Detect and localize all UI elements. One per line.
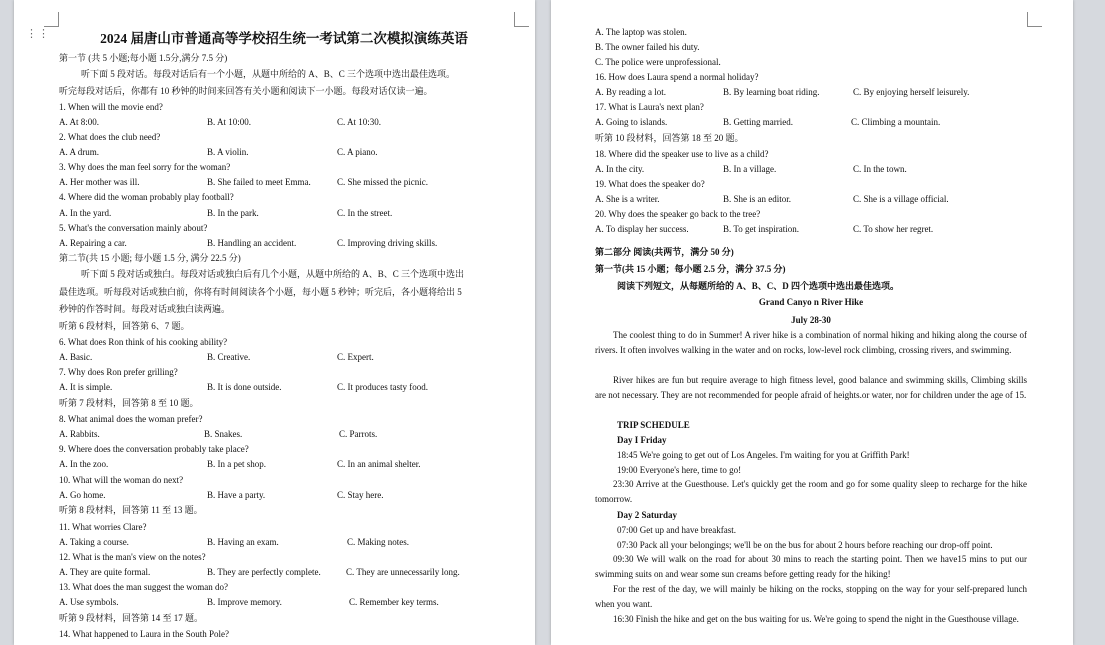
part2-header: 第二部分 阅读(共两节，满分 50 分) — [595, 247, 734, 257]
day2-item-4: For the rest of the day, we will mainly be hiking on the rocks, stopping on the way for your self-prepared lunch when you want. — [595, 584, 1027, 609]
day1-item-3: 23:30 Arrive at the Guesthouse. Let's quickly get the room and go for some quality sleep to recharge for the hike tomorrow. — [595, 479, 1027, 504]
section1-instructions-line1: 听下面 5 段对话。每段对话后有一个小题，从题中所给的 A、B、C 三个选项中选出最佳选项。 — [81, 69, 456, 79]
option-c: C. To show her regret. — [853, 224, 934, 234]
option-a: A. Go home. — [59, 490, 106, 500]
option-c: C. In the town. — [853, 164, 907, 174]
question-18: 18. Where did the speaker use to live as a child? — [595, 149, 769, 159]
option-b: B. Having an exam. — [207, 537, 279, 547]
option-c: C. Stay here. — [337, 490, 384, 500]
question-19: 19. What does the speaker do? — [595, 179, 705, 189]
option-b: B. A violin. — [207, 147, 249, 157]
day2-item-1: 07:00 Get up and have breakfast. — [617, 525, 736, 535]
option-c: C. Expert. — [337, 352, 374, 362]
day1-item-1: 18:45 We're going to get out of Los Angeles. I'm waiting for you at Griffith Park! — [617, 450, 910, 460]
option-a: A. Taking a course. — [59, 537, 129, 547]
option-c: C. Making notes. — [347, 537, 409, 547]
option-b: B. She failed to meet Emma. — [207, 177, 311, 187]
option-a: A. At 8:00. — [59, 117, 100, 127]
section2-header: 第二节(共 15 小题; 每小题 1.5 分, 满分 22.5 分) — [59, 253, 241, 263]
question-11: 11. What worries Clare? — [59, 522, 147, 532]
option-a: A. Her mother was ill. — [59, 177, 140, 187]
article-title: Grand Canyo n River Hike — [758, 297, 864, 307]
option-a: A. Going to islands. — [595, 117, 668, 127]
option-b: B. Snakes. — [204, 429, 243, 439]
option-b: B. Creative. — [207, 352, 251, 362]
part2-section1-header: 第一节(共 15 小题；每小题 2.5 分，满分 37.5 分) — [595, 264, 786, 274]
part2-instructions: 阅读下列短文，从每题所给的 A、B、C、D 四个选项中选出最佳选项。 — [617, 281, 900, 291]
option-b: B. To get inspiration. — [723, 224, 799, 234]
crop-mark-top-right — [1027, 12, 1042, 27]
question-14: 14. What happened to Laura in the South Pole? — [59, 629, 230, 639]
option-c: C. It produces tasty food. — [337, 382, 428, 392]
option-a: A. Basic. — [59, 352, 93, 362]
option-a: A. Repairing a car. — [59, 238, 127, 248]
question-2: 2. What does the club need? — [59, 132, 161, 142]
section2-instructions-line3: 秒钟的作答时间。每段对话或独白读两遍。 — [59, 304, 231, 314]
day2-item-5: 16:30 Finish the hike and get on the bus waiting for us. We're going to spend the night in the Guesthouse village. — [613, 614, 1019, 624]
option-b: B. At 10:00. — [207, 117, 252, 127]
question-9: 9. Where does the conversation probably take place? — [59, 444, 249, 454]
day1-item-2: 19:00 Everyone's here, time to go! — [617, 465, 742, 475]
question-14-option-b: B. The owner failed his duty. — [595, 42, 700, 52]
option-b: B. Have a party. — [207, 490, 266, 500]
document-page-right — [551, 0, 1073, 645]
option-b: B. Improve memory. — [207, 597, 282, 607]
option-b: B. They are perfectly complete. — [207, 567, 321, 577]
option-b: B. By learning boat riding. — [723, 87, 820, 97]
question-6: 6. What does Ron think of his cooking ability? — [59, 337, 228, 347]
crop-mark-top-right — [514, 12, 529, 27]
option-c: C. By enjoying herself leisurely. — [853, 87, 970, 97]
question-1: 1. When will the movie end? — [59, 102, 163, 112]
day1-title: Day I Friday — [617, 435, 667, 445]
option-a: A. A drum. — [59, 147, 100, 157]
option-b: B. In a pet shop. — [207, 459, 266, 469]
day2-item-2: 07:30 Pack all your belongings; we'll be on the bus for about 2 hours before reaching our drop-off point. — [617, 540, 993, 550]
option-a: A. They are quite formal. — [59, 567, 151, 577]
option-c: C. At 10:30. — [337, 117, 382, 127]
option-a: A. In the city. — [595, 164, 645, 174]
article-paragraph-1: The coolest thing to do in Summer! A river hike is a combination of normal hiking and hiking along the course of rivers. It often involves walking in the water and on rocks, low-level rock climbing, crossing rivers, and swimming. — [595, 330, 1027, 355]
section2-instructions-line1: 听下面 5 段对话或独白。每段对话或独白后有几个小题，从题中所给的 A、B、C 三个选项中选出 — [81, 269, 465, 279]
option-c: C. Parrots. — [339, 429, 378, 439]
question-20: 20. Why does the speaker go back to the tree? — [595, 209, 761, 219]
option-c: C. A piano. — [337, 147, 378, 157]
option-c: C. She is a village official. — [853, 194, 949, 204]
section2-instructions-line2: 最佳选项。听每段对话或独白前，你将有时间阅读各个小题，每小题 5 秒钟；听完后，各小题将给出 5 — [59, 287, 462, 297]
material-7-note: 听第 7 段材料，回答第 8 至 10 题。 — [59, 398, 199, 408]
option-a: A. To display her success. — [595, 224, 689, 234]
option-b: B. In the park. — [207, 208, 259, 218]
section1-header: 第一节 (共 5 小题;每小题 1.5分,满分 7.5 分) — [59, 53, 228, 63]
crop-mark-top-left — [44, 12, 59, 27]
option-a: A. In the yard. — [59, 208, 112, 218]
question-12: 12. What is the man's view on the notes? — [59, 552, 206, 562]
option-a: A. Use symbols. — [59, 597, 119, 607]
question-10: 10. What will the woman do next? — [59, 475, 184, 485]
day2-item-3: 09:30 We will walk on the road for about 30 mins to reach the starting point. Then we have15 mins to put our swimming suits on and wear some sun creams before getting ready for the hiking! — [595, 554, 1027, 579]
question-4: 4. Where did the woman probably play football? — [59, 192, 234, 202]
trip-schedule-title: TRIP SCHEDULE — [617, 420, 690, 430]
question-5: 5. What's the conversation mainly about? — [59, 223, 208, 233]
material-8-note: 听第 8 段材料，回答第 11 至 13 题。 — [59, 505, 203, 515]
option-c: C. Improving driving skills. — [337, 238, 438, 248]
article-date: July 28-30 — [791, 315, 831, 325]
article-paragraph-2: River hikes are fun but require average to high fitness level, good balance and swimming skills, Climbing skills are not necessary. They are not recommended for people afraid of heights.or water, nor for children under the age of 15. — [595, 375, 1027, 400]
option-c: C. In the street. — [337, 208, 393, 218]
question-14-option-a: A. The laptop was stolen. — [595, 27, 687, 37]
option-c: C. Remember key terms. — [349, 597, 439, 607]
section1-instructions-line2: 听完每段对话后，你都有 10 秒钟的时间来回答有关小题和阅读下一小题。每段对话仅读一遍。 — [59, 86, 433, 96]
option-b: B. It is done outside. — [207, 382, 282, 392]
option-a: A. It is simple. — [59, 382, 113, 392]
question-16: 16. How does Laura spend a normal holiday? — [595, 72, 759, 82]
exam-title: 2024 届唐山市普通高等学校招生统一考试第二次模拟演练英语 — [100, 31, 468, 46]
day2-title: Day 2 Saturday — [617, 510, 678, 520]
option-a: A. Rabbits. — [59, 429, 100, 439]
option-c: C. They are unnecessarily long. — [346, 567, 460, 577]
question-13: 13. What does the man suggest the woman do? — [59, 582, 229, 592]
option-c: C. She missed the picnic. — [337, 177, 428, 187]
option-a: A. She is a writer. — [595, 194, 660, 204]
option-b: B. Handling an accident. — [207, 238, 297, 248]
option-b: B. In a village. — [723, 164, 777, 174]
option-c: C. In an animal shelter. — [337, 459, 421, 469]
material-6-note: 听第 6 段材料，回答第 6、7 题。 — [59, 321, 190, 331]
document-page-left — [14, 0, 535, 645]
option-b: B. She is an editor. — [723, 194, 791, 204]
material-10-note: 听第 10 段材料，回答第 18 至 20 题。 — [595, 133, 744, 143]
question-8: 8. What animal does the woman prefer? — [59, 414, 203, 424]
option-b: B. Getting married. — [723, 117, 793, 127]
question-14-option-c: C. The police were unprofessional. — [595, 57, 721, 67]
option-a: A. By reading a lot. — [595, 87, 666, 97]
material-9-note: 听第 9 段材料，回答第 14 至 17 题。 — [59, 613, 204, 623]
question-17: 17. What is Laura's next plan? — [595, 102, 704, 112]
option-a: A. In the zoo. — [59, 459, 109, 469]
drag-handle-icon[interactable]: ⋮⋮ — [26, 27, 50, 40]
question-7: 7. Why does Ron prefer grilling? — [59, 367, 178, 377]
question-3: 3. Why does the man feel sorry for the woman? — [59, 162, 231, 172]
option-c: C. Climbing a mountain. — [851, 117, 941, 127]
